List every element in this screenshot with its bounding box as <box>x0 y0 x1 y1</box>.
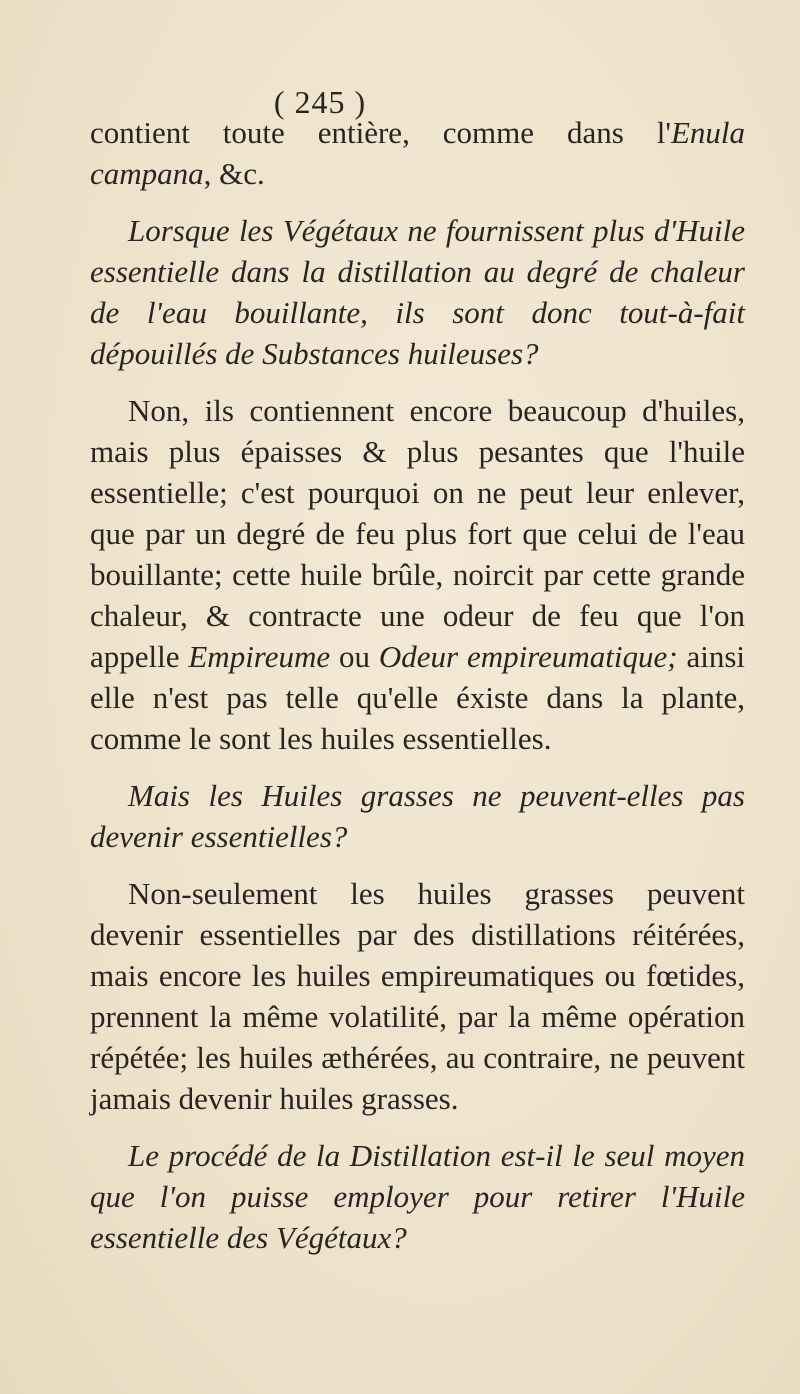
paragraph-continuation <box>90 112 745 194</box>
question-paragraph: Le procédé de la Distillation est-il le seul moyen que l'on puisse employer pour retirer l'Huile essentielle des Végétaux? <box>90 1138 745 1255</box>
paragraph-text: ainsi elle n'est pas telle qu'elle éxiste dans la plante, comme le sont les huiles essentielles. <box>90 639 745 756</box>
italic-term: Odeur empireumatique; <box>378 639 678 674</box>
page-number: ( 245 ) <box>273 84 367 120</box>
paragraph-text: contient toute entière, comme dans l' <box>90 115 671 150</box>
paragraph-text: , &c. <box>203 156 265 191</box>
answer-paragraph: Non-seulement les huiles grasses peuvent devenir essentielles par des distillations réitérées, mais encore les huiles empireumatiques ou fœtides, prennent la même volatilité, par la même opération répétée; les huiles æthérées, au contraire, ne peuvent jamais devenir huiles grasses. <box>90 876 745 1116</box>
question-paragraph: Lorsque les Végétaux ne fournissent plus d'Huile essentielle dans la distillation au degré de chaleur de l'eau bouillante, ils sont donc tout-à-fait dépouillés de Substances huileuses? <box>90 213 745 371</box>
question-paragraph: Mais les Huiles grasses ne peuvent-elles pas devenir essentielles? <box>90 778 745 854</box>
paragraph-text: ou <box>330 639 379 674</box>
italic-term: Enula campana <box>90 115 745 191</box>
italic-term: Empireume <box>188 639 331 674</box>
paragraph-text: Non, ils contiennent encore beaucoup d'huiles, mais plus épaisses & plus pesantes que l'huile essentielle; c'est pourquoi on ne peut leur enlever, que par un degré de feu plus fort que celui de l'eau bouillante; cette huile brûle, noircit par cette grande chaleur, & contracte une odeur de feu que l'on appelle <box>90 393 745 674</box>
text-block <box>90 112 745 1274</box>
answer-paragraph <box>90 390 745 759</box>
